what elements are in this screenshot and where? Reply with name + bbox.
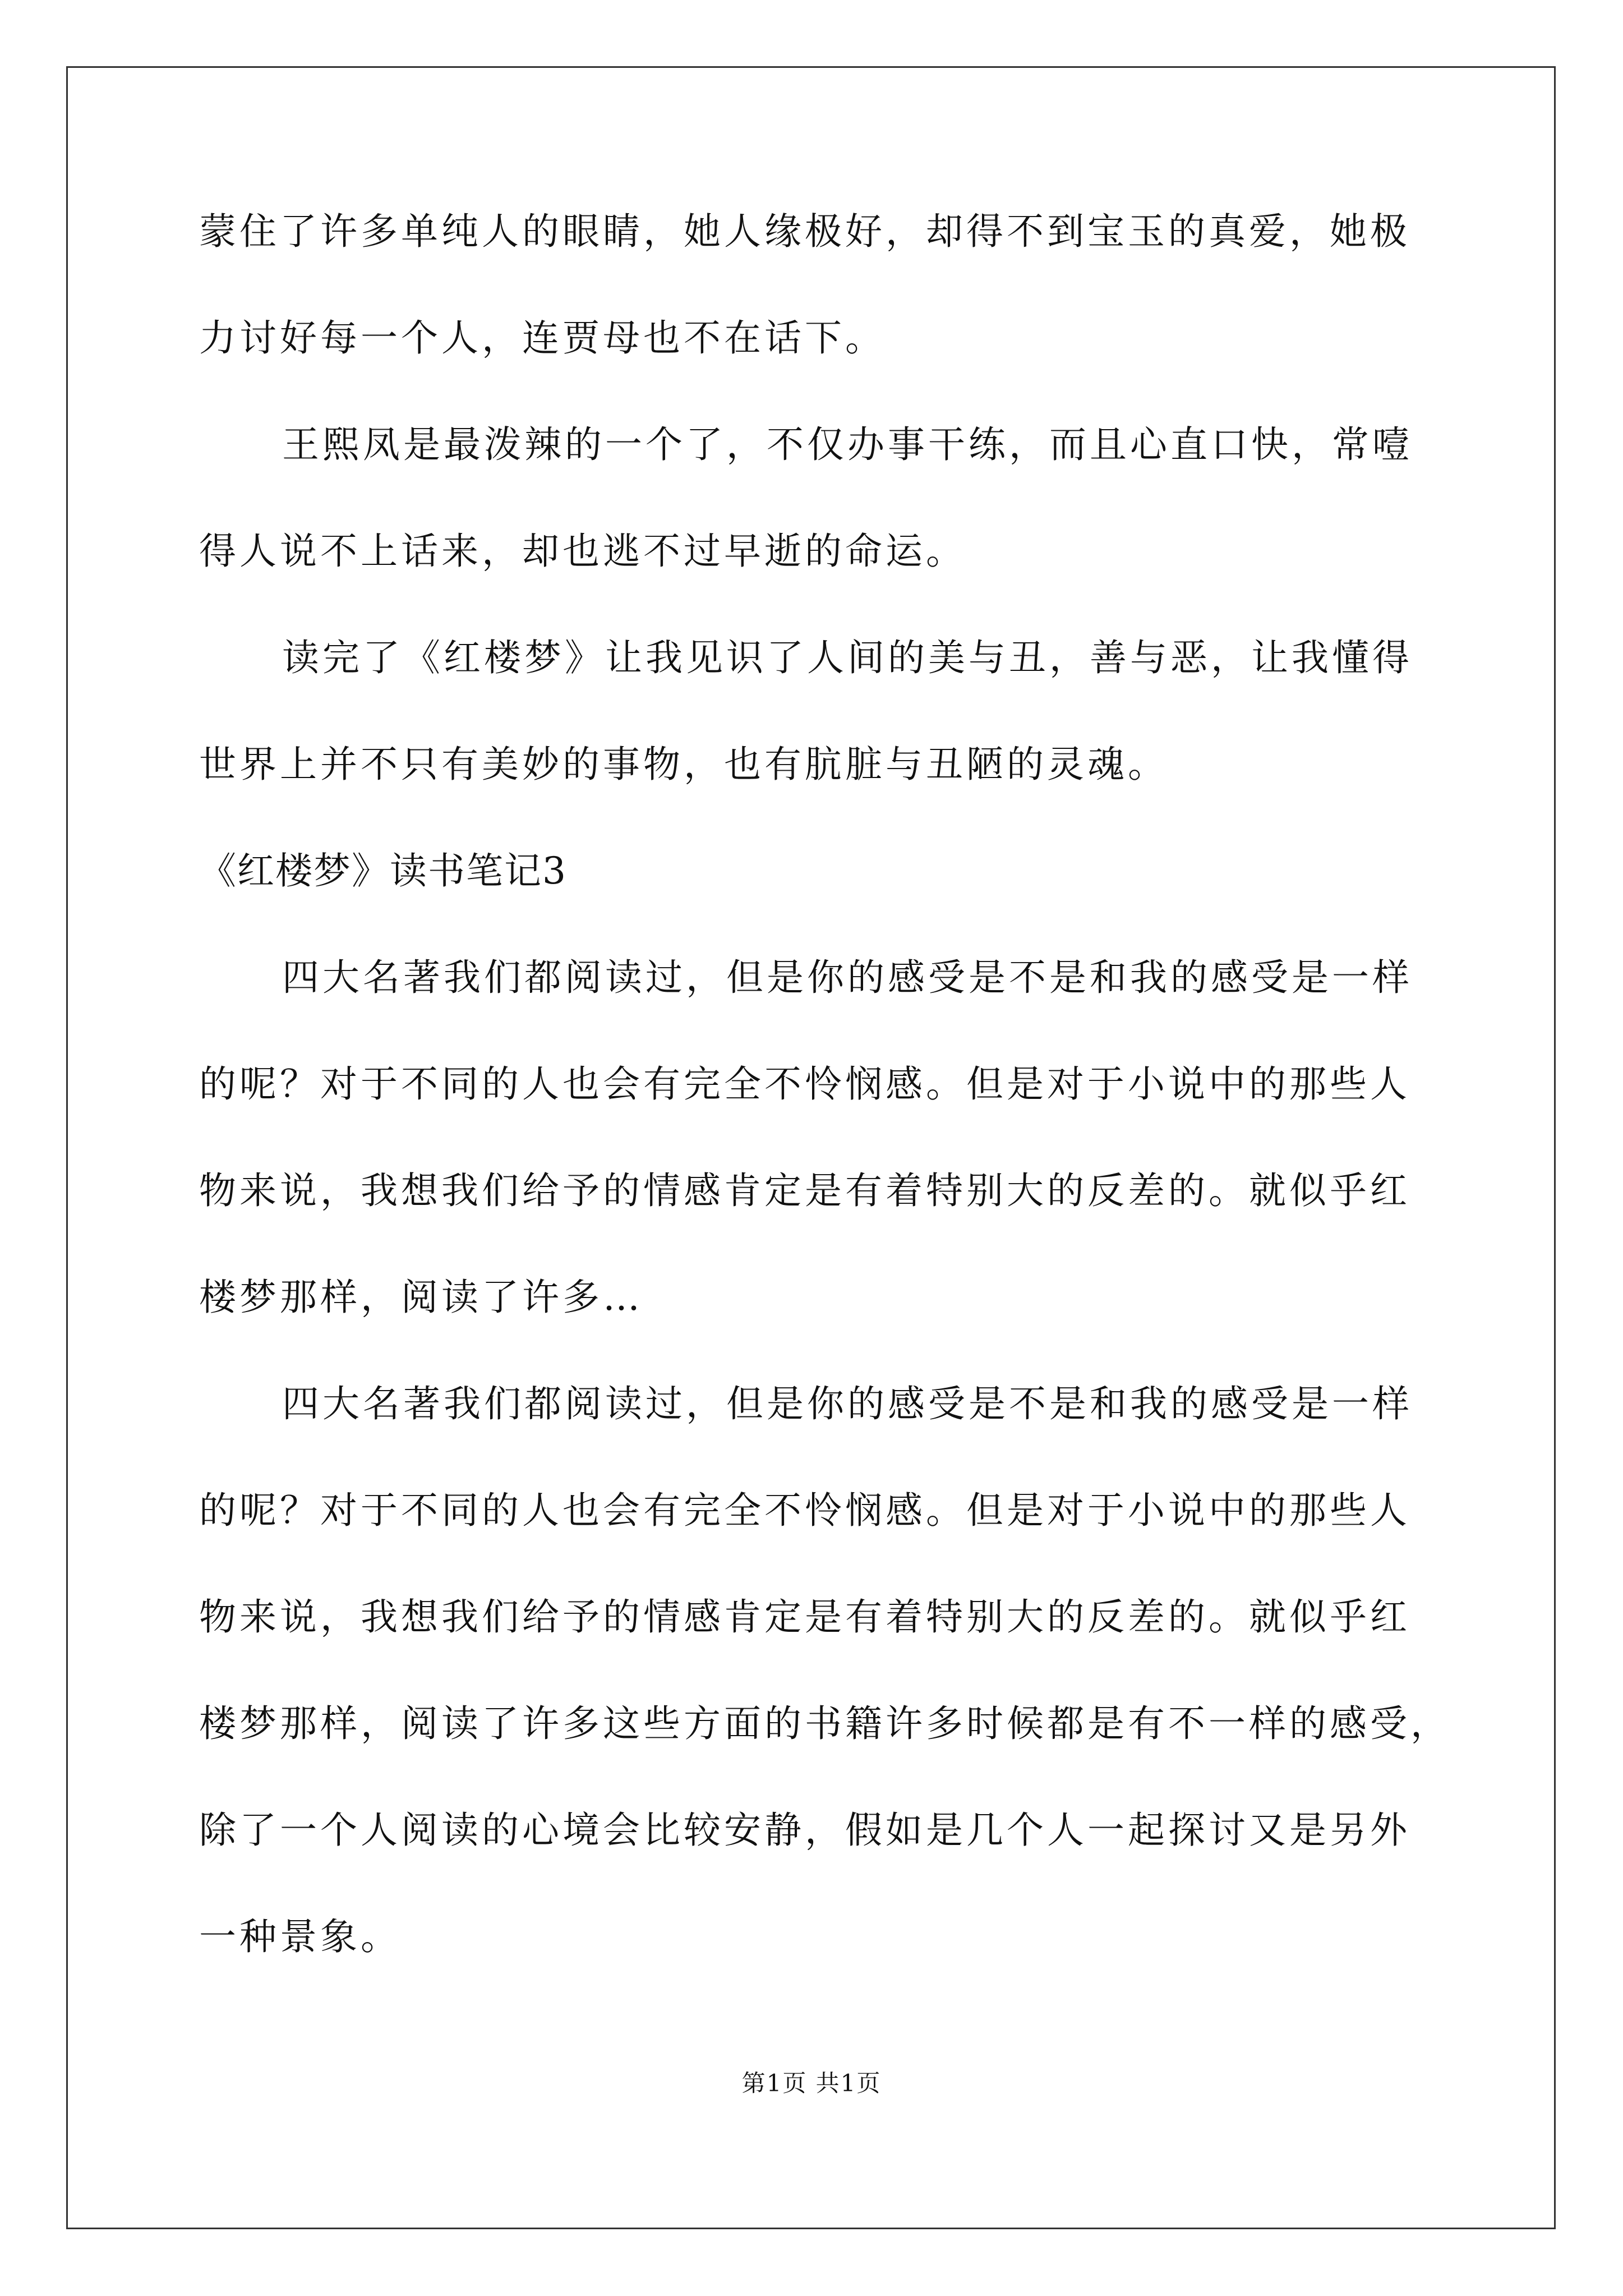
text-line-11: 楼梦那样，阅读了许多… [199,1276,643,1319]
text-line-4: 得人说不上话来，却也逃不过早逝的命运。 [199,530,966,573]
text-line-13: 的呢？对于不同的人也会有完全不怜悯感。但是对于小说中的那些人 [199,1489,1410,1532]
document-body [199,210,1451,2025]
paragraph-start-full: 四大名著我们都阅读过，但是你的感受是不是和我的感受是一样 [282,1382,1413,1425]
text-line-9: 的呢？对于不同的人也会有完全不怜悯感。但是对于小说中的那些人 [199,1062,1410,1106]
paragraph-start-conclusion: 读完了《红楼梦》让我见识了人间的美与丑，善与恶，让我懂得 [282,636,1413,679]
text-line-16: 除了一个人阅读的心境会比较安静，假如是几个人一起探讨又是另外 [199,1809,1410,1852]
text-line-17: 一种景象。 [199,1915,401,1958]
text-line-10: 物来说，我想我们给予的情感肯定是有着特别大的反差的。就似乎红 [199,1169,1410,1212]
section-heading: 《红楼梦》读书笔记3 [199,849,567,892]
text-line-6: 世界上并不只有美妙的事物，也有肮脏与丑陋的灵魂。 [199,743,1168,786]
paragraph-start-wang-xifeng: 王熙凤是最泼辣的一个了，不仅办事干练，而且心直口快，常噎 [282,423,1413,466]
text-line-15: 楼梦那样，阅读了许多这些方面的书籍许多时候都是有不一样的感受， [199,1702,1451,1745]
text-line-2: 力讨好每一个人，连贾母也不在话下。 [199,316,886,360]
paragraph-start-summary: 四大名著我们都阅读过，但是你的感受是不是和我的感受是一样 [282,956,1413,999]
text-line-14: 物来说，我想我们给予的情感肯定是有着特别大的反差的。就似乎红 [199,1595,1410,1639]
text-line-1: 蒙住了许多单纯人的眼睛，她人缘极好，却得不到宝玉的真爱，她极 [199,210,1410,253]
page-number-footer: 第1页 共1页 [741,2069,882,2097]
